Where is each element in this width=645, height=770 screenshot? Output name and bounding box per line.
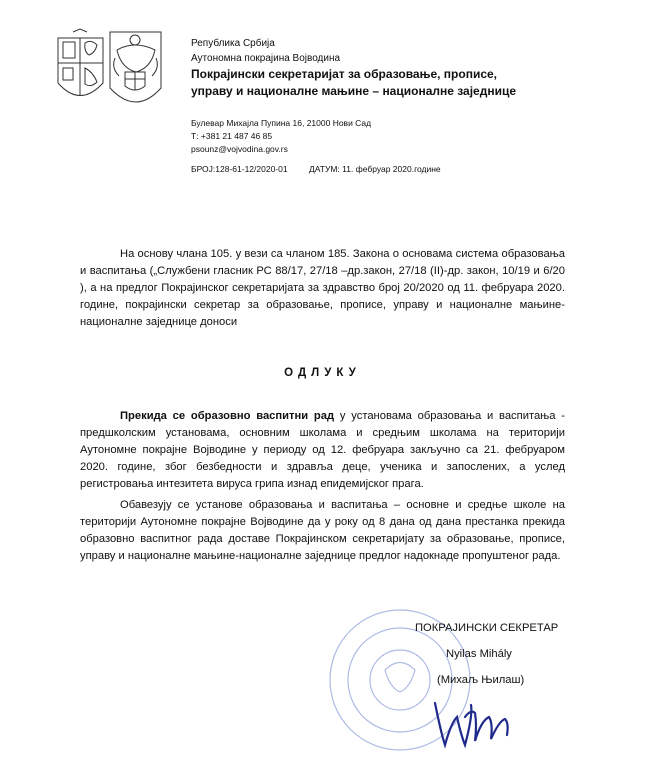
- republic-name: Република Србија: [191, 38, 275, 49]
- decision-title: ОДЛУКУ: [284, 367, 361, 379]
- signature-name-cyrillic: (Михаљ Њилаш): [437, 674, 525, 686]
- vojvodina-coat-of-arms-icon: [110, 32, 161, 102]
- decision-key-phrase: Прекида се образовно васпитни рад: [120, 410, 335, 422]
- secretariat-line-1: Покрајински секретаријат за образовање, прописе,: [191, 67, 498, 81]
- phone: Т: +381 21 487 46 85: [191, 131, 273, 141]
- document-date: ДАТУМ: 11. фебруар 2020.године: [309, 164, 441, 174]
- serbia-coat-of-arms-icon: [58, 29, 103, 96]
- document-number: БРОЈ:128-61-12/2020-01: [191, 164, 288, 174]
- coats-of-arms-logo: [53, 28, 165, 118]
- decision-paragraph-1: [80, 408, 565, 493]
- handwritten-signature-icon: [435, 703, 508, 745]
- email-link[interactable]: psounz@vojvodina.gov.rs: [191, 144, 288, 154]
- decision-paragraph-2: Обавезују се установе образовања и васпитања – основне и средње школе на територији Аутономне покрајне Војводине да у року од 8 дана од дана престанка прекида образовно васпитног рада доставе Покрајинском секретаријату за образовање, прописе, управу и национaлне мањине-национaлне заједнице предлог надокнаде пропуштеног рада.: [80, 499, 565, 562]
- decision-paragraph-1-text: у установама образовања и васпитања - предшколским установама, основним школама и средњим школама на територији Аутономне покрајне Војводине у периоду од 12. фебруара закључно са 21. фебруаром 2020. године, због безбедности и здравља деце, ученика и запослених, а услед регистровања интезитета вируса грипа изнад епидемијског прага.: [80, 410, 566, 490]
- address: Булевар Михајла Пупина 16, 21000 Нови Сад: [191, 118, 372, 128]
- preamble-paragraph: На основу члана 105. у вези са чланом 185. Закона о основама система образовања и васпитања („Службени гласник РС 88/17, 27/18 –др.закон, 27/18 (II)-др. закон, 10/19 и 6/20 ), а на предлог Покрајинског секретаријата за здравство број 20/2020 од 11. фебруара 2020. године, покрајински секретар за образовање, прописе, управу и национaлне мањине-национaлне заједнице доноси: [80, 248, 565, 328]
- signature-name-latin: Nyilas Mihály: [446, 648, 512, 660]
- signature-role: ПОКРАЈИНСКИ СЕКРЕТАР: [415, 622, 559, 634]
- secretariat-line-2: управу и националне мањине – националне заједнице: [191, 84, 517, 98]
- province-name: Аутономна покрајина Војводина: [191, 53, 341, 64]
